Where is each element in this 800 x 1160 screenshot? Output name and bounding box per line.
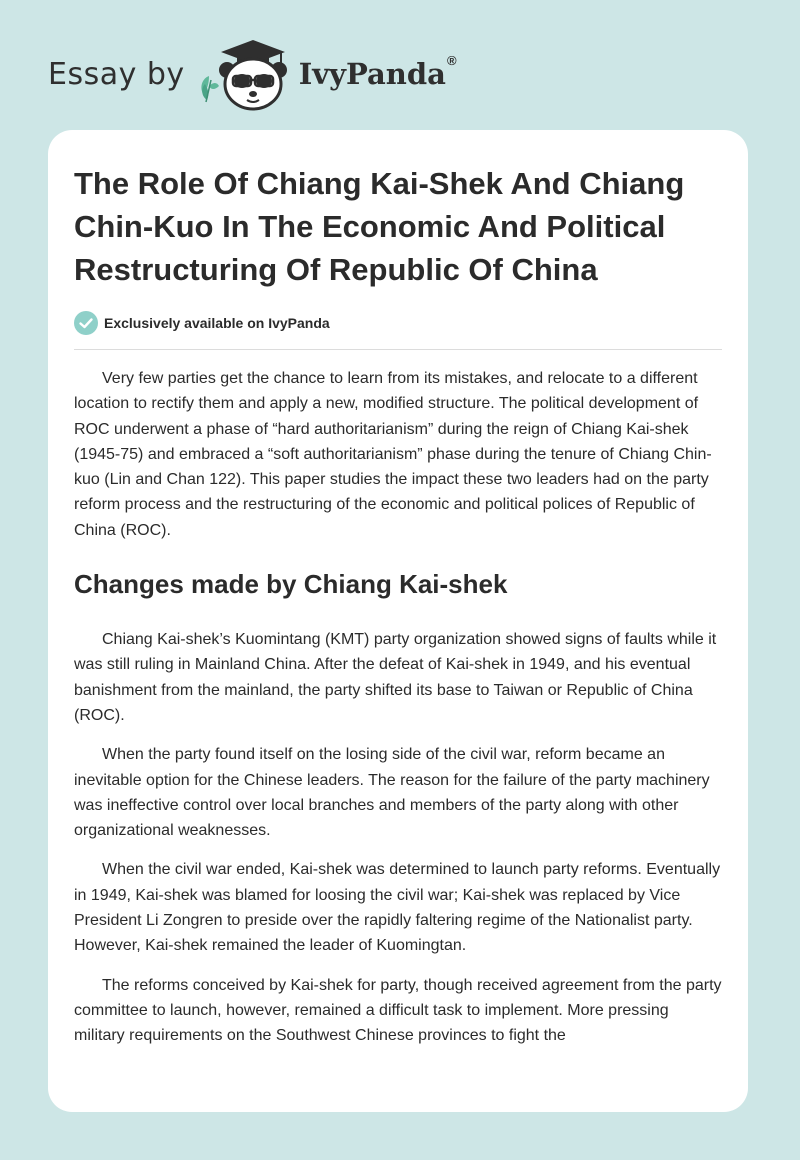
panda-graduation-cap-icon[interactable]	[197, 36, 293, 112]
article-title: The Role Of Chiang Kai-Shek And Chiang Chin-Kuo In The Economic And Political Restructuring Of Republic Of China	[74, 166, 685, 287]
body-paragraph: The reforms conceived by Kai-shek for party, though received agreement from the party committee to launch, however, remained a difficult task to implement. More pressing military requirements on the Southwest Chinese provinces to fight the	[74, 976, 722, 1045]
section-heading: Changes made by Chiang Kai-shek	[74, 569, 508, 600]
exclusive-badge	[74, 309, 722, 337]
article-card	[48, 130, 748, 1112]
registered-mark: ®	[446, 53, 457, 69]
intro-paragraph: Very few parties get the chance to learn from its mistakes, and relocate to a different location to rectify them and apply a new, modified structure. The political development of ROC underwent a phase of “hard authoritarianism” during the reign of Chiang Kai-shek (1945-75) and embraced a “soft authoritarianism” phase during the tenure of Chiang Chin-kuo (Lin and Chan 122). This paper studies the impact these two leaders had on the party reform process and the restructuring of the economic and political polices of Republic of China (ROC).	[74, 370, 712, 539]
body-paragraph: When the party found itself on the losing side of the civil war, reform became an inevitable option for the Chinese leaders. The reason for the failure of the party machinery was ineffective control over local branches and members of the party along with other organizational weaknesses.	[74, 746, 710, 840]
badge-label: Exclusively available on IvyPanda	[104, 315, 330, 331]
brand-name[interactable]: IvyPanda®	[298, 53, 457, 91]
brand-prefix: Essay by	[48, 56, 185, 92]
divider	[74, 349, 722, 350]
site-header	[48, 36, 457, 112]
body-paragraph: When the civil war ended, Kai-shek was determined to launch party reforms. Eventually in 1949, Kai-shek was blamed for loosing the civil war; Kai-shek was replaced by Vice President Li Zongren to preside over the rapidly faltering regime of the Nationalist party. However, Kai-shek remained the leader of Kuomingtan.	[74, 861, 721, 955]
body-paragraph: Chiang Kai-shek’s Kuomintang (KMT) party organization showed signs of faults while it was still ruling in Mainland China. After the defeat of Kai-shek in 1949, and his eventual banishment from the mainland, the party shifted its base to Taiwan or Republic of China (ROC).	[74, 631, 717, 724]
check-circle-icon	[74, 311, 98, 335]
